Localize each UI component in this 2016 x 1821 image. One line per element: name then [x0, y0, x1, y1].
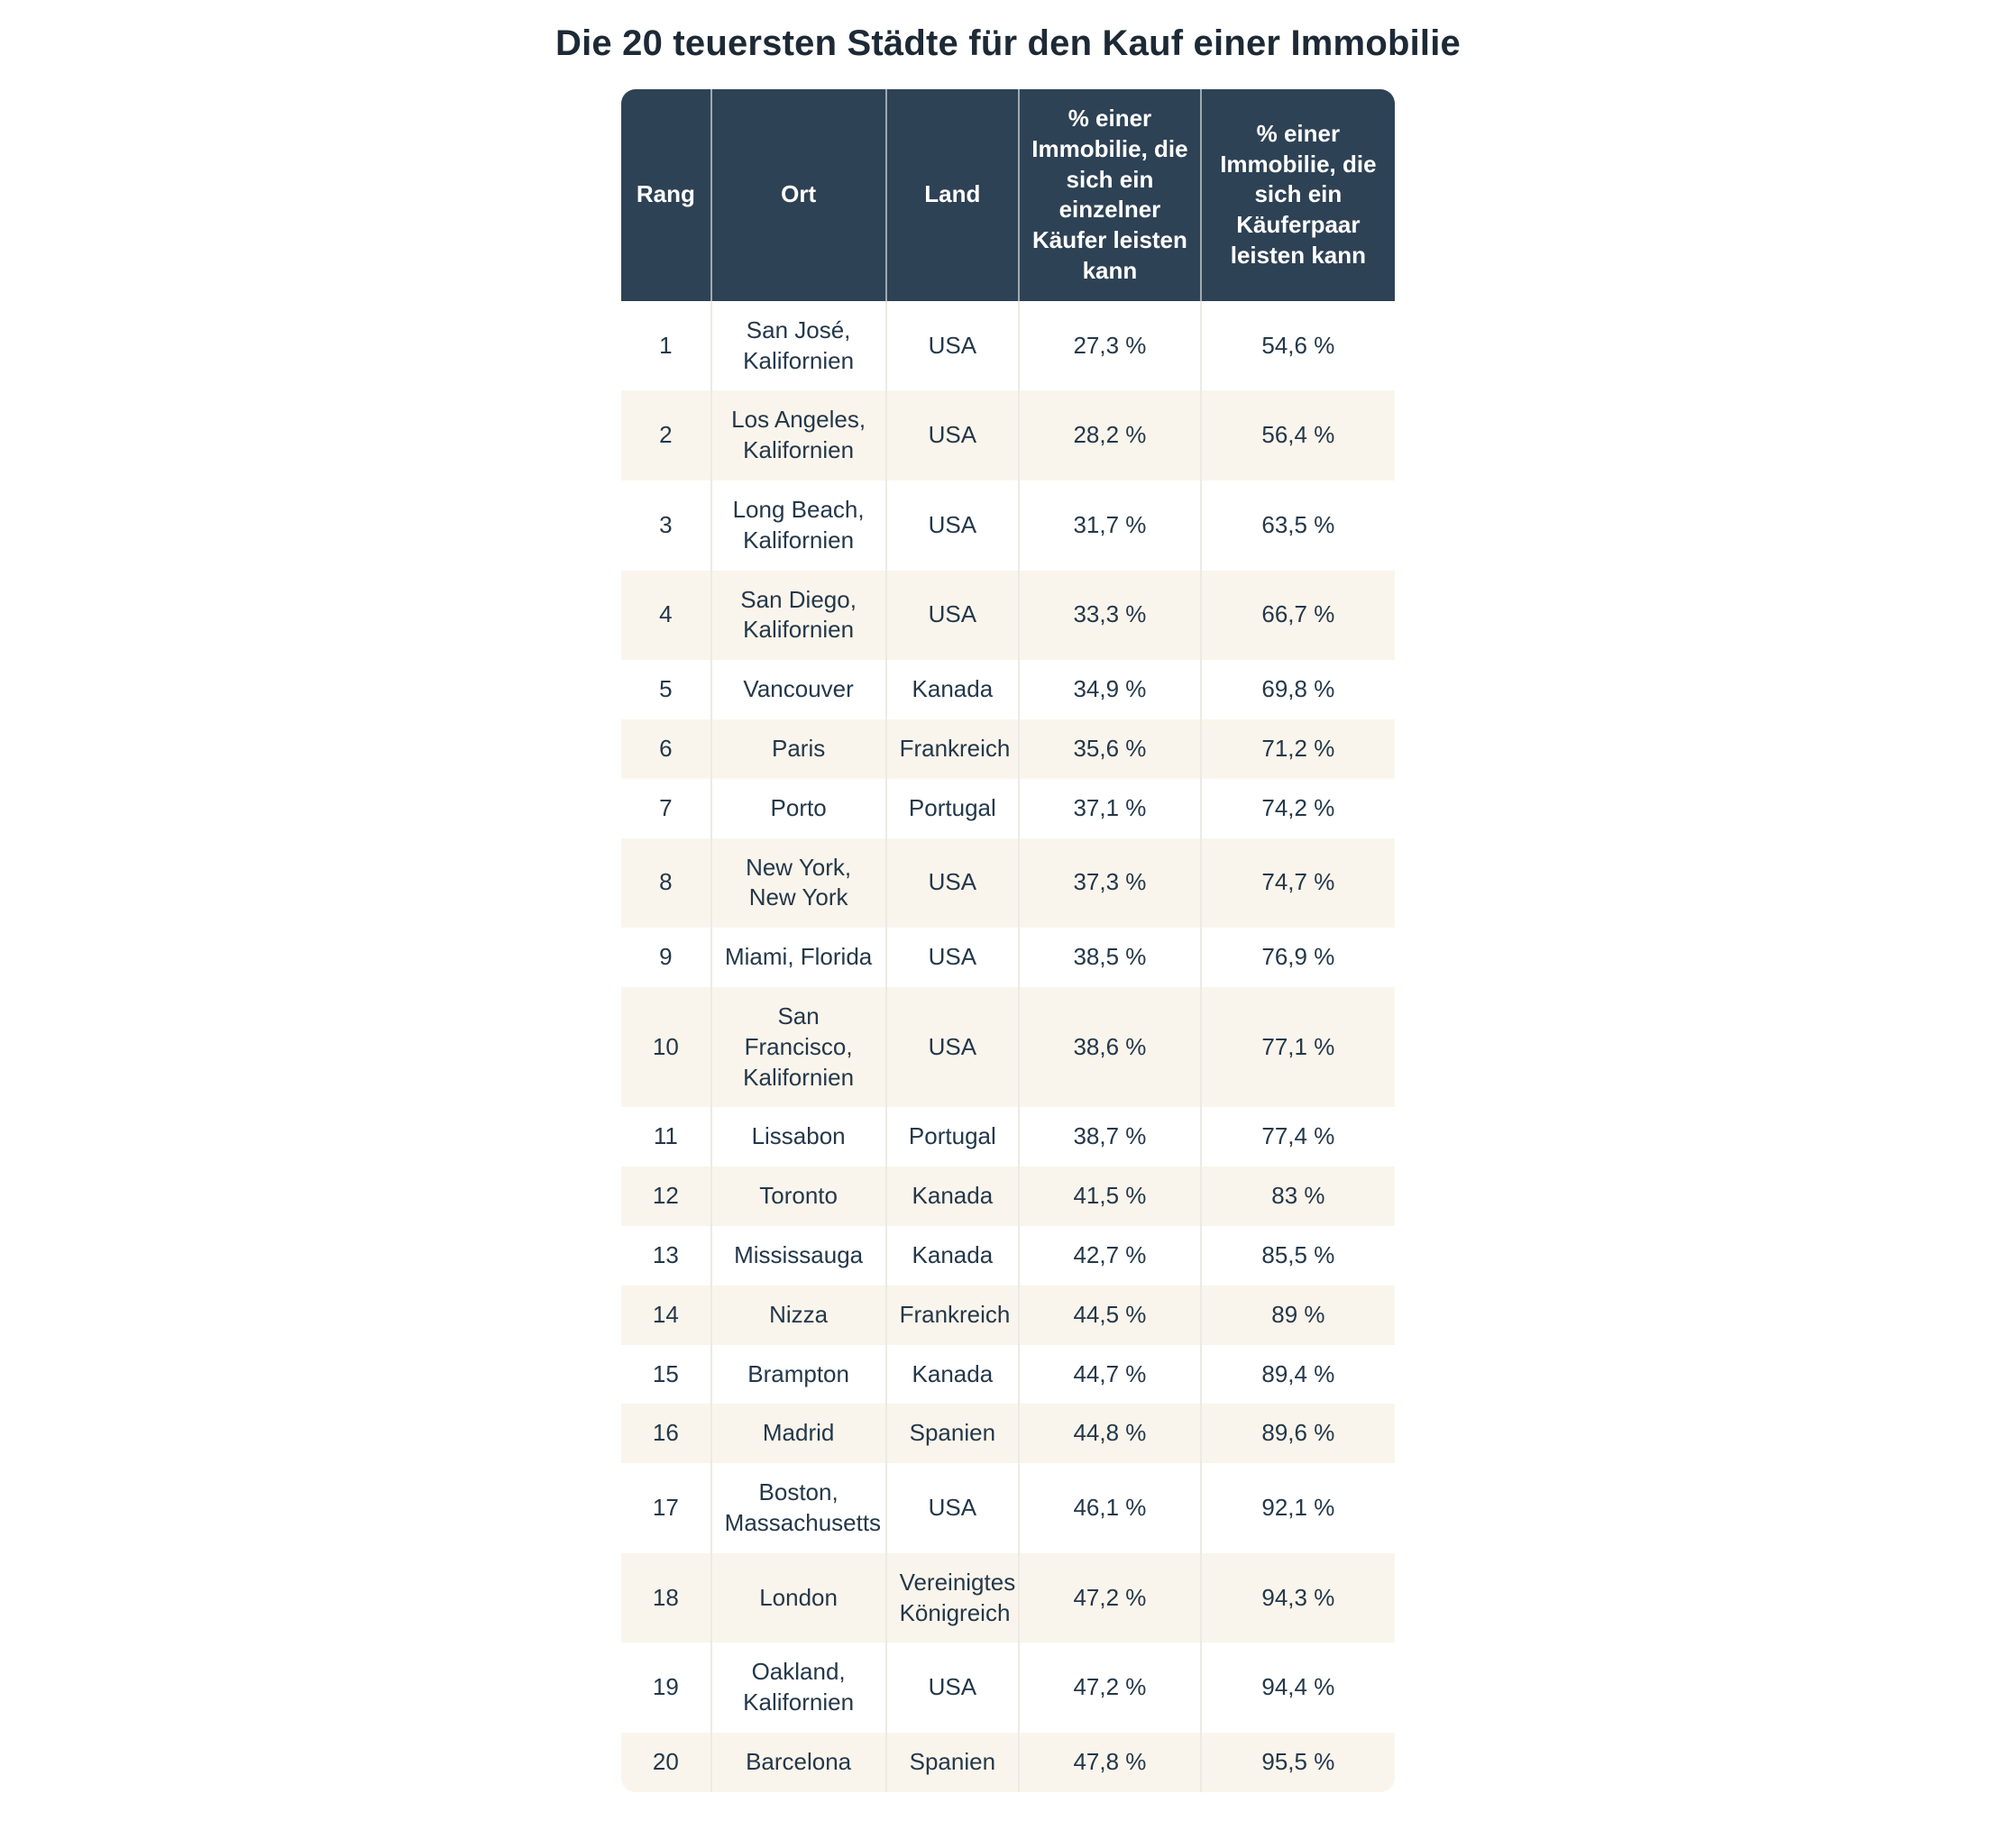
table-row	[621, 571, 1395, 661]
cell-single-buyer-pct: 38,6 %	[1018, 987, 1200, 1107]
table-row	[621, 838, 1395, 929]
cell-city: Vancouver	[710, 660, 885, 719]
table-row	[621, 1553, 1395, 1643]
cell-country: Frankreich	[885, 719, 1019, 779]
cell-single-buyer-pct: 38,7 %	[1018, 1107, 1200, 1167]
cell-rank: 8	[621, 838, 710, 929]
cell-country: Kanada	[885, 1345, 1019, 1405]
table-row	[621, 1286, 1395, 1345]
cell-country: USA	[885, 838, 1019, 929]
cell-single-buyer-pct: 41,5 %	[1018, 1167, 1200, 1226]
cell-country: USA	[885, 928, 1019, 987]
table-body	[621, 301, 1395, 1792]
cell-couple-pct: 63,5 %	[1200, 480, 1395, 571]
header-cell-city: Ort	[710, 89, 885, 301]
cell-rank: 2	[621, 390, 710, 480]
cell-rank: 18	[621, 1553, 710, 1643]
cell-country: Kanada	[885, 1167, 1019, 1226]
cell-couple-pct: 89,6 %	[1200, 1404, 1395, 1463]
cell-couple-pct: 76,9 %	[1200, 928, 1395, 987]
cell-couple-pct: 95,5 %	[1200, 1733, 1395, 1792]
cell-rank: 4	[621, 571, 710, 661]
cell-city: Miami, Florida	[710, 928, 885, 987]
table-row	[621, 719, 1395, 779]
cell-country: USA	[885, 480, 1019, 571]
cell-country: USA	[885, 390, 1019, 480]
cell-rank: 6	[621, 719, 710, 779]
cell-couple-pct: 54,6 %	[1200, 301, 1395, 391]
table-row	[621, 390, 1395, 480]
cell-single-buyer-pct: 46,1 %	[1018, 1463, 1200, 1553]
cell-city: London	[710, 1553, 885, 1643]
cell-country: Kanada	[885, 1226, 1019, 1286]
cell-city: Paris	[710, 719, 885, 779]
table-row	[621, 1167, 1395, 1226]
cell-couple-pct: 94,4 %	[1200, 1643, 1395, 1733]
header-cell-country: Land	[885, 89, 1019, 301]
cell-couple-pct: 89 %	[1200, 1286, 1395, 1345]
page-title: Die 20 teuersten Städte für den Kauf einer Immobilie	[555, 23, 1461, 63]
table-row	[621, 1107, 1395, 1167]
cell-city: San José, Kalifornien	[710, 301, 885, 391]
cell-single-buyer-pct: 47,2 %	[1018, 1553, 1200, 1643]
table-header-row	[621, 89, 1395, 301]
ranking-table	[621, 89, 1395, 1792]
cell-single-buyer-pct: 47,2 %	[1018, 1643, 1200, 1733]
cell-couple-pct: 85,5 %	[1200, 1226, 1395, 1286]
cell-rank: 15	[621, 1345, 710, 1405]
cell-city: Long Beach, Kalifornien	[710, 480, 885, 571]
cell-rank: 5	[621, 660, 710, 719]
data-table	[621, 89, 1395, 1792]
cell-country: USA	[885, 571, 1019, 661]
cell-couple-pct: 69,8 %	[1200, 660, 1395, 719]
cell-couple-pct: 89,4 %	[1200, 1345, 1395, 1405]
cell-single-buyer-pct: 27,3 %	[1018, 301, 1200, 391]
cell-single-buyer-pct: 42,7 %	[1018, 1226, 1200, 1286]
table-row	[621, 301, 1395, 391]
cell-city: Oakland, Kalifornien	[710, 1643, 885, 1733]
cell-country: Frankreich	[885, 1286, 1019, 1345]
cell-rank: 9	[621, 928, 710, 987]
cell-city: Boston, Massachusetts	[710, 1463, 885, 1553]
cell-single-buyer-pct: 28,2 %	[1018, 390, 1200, 480]
header-cell-single-buyer-pct: % einer Immobilie, die sich ein einzelner Käufer leisten kann	[1018, 89, 1200, 301]
cell-country: USA	[885, 1643, 1019, 1733]
cell-rank: 19	[621, 1643, 710, 1733]
cell-single-buyer-pct: 44,5 %	[1018, 1286, 1200, 1345]
header-cell-couple-pct: % einer Immobilie, die sich ein Käuferpaar leisten kann	[1200, 89, 1395, 301]
cell-couple-pct: 77,4 %	[1200, 1107, 1395, 1167]
cell-single-buyer-pct: 38,5 %	[1018, 928, 1200, 987]
cell-couple-pct: 74,7 %	[1200, 838, 1395, 929]
cell-city: Los Angeles, Kalifornien	[710, 390, 885, 480]
cell-single-buyer-pct: 34,9 %	[1018, 660, 1200, 719]
cell-city: Mississauga	[710, 1226, 885, 1286]
cell-rank: 1	[621, 301, 710, 391]
table-row	[621, 928, 1395, 987]
cell-city: Porto	[710, 779, 885, 838]
cell-city: San Diego, Kalifornien	[710, 571, 885, 661]
cell-city: Brampton	[710, 1345, 885, 1405]
table-row	[621, 1463, 1395, 1553]
cell-country: USA	[885, 1463, 1019, 1553]
cell-single-buyer-pct: 44,7 %	[1018, 1345, 1200, 1405]
cell-single-buyer-pct: 44,8 %	[1018, 1404, 1200, 1463]
cell-couple-pct: 71,2 %	[1200, 719, 1395, 779]
cell-single-buyer-pct: 33,3 %	[1018, 571, 1200, 661]
table-row	[621, 480, 1395, 571]
cell-rank: 20	[621, 1733, 710, 1792]
table-row	[621, 660, 1395, 719]
cell-rank: 16	[621, 1404, 710, 1463]
cell-city: Barcelona	[710, 1733, 885, 1792]
cell-couple-pct: 66,7 %	[1200, 571, 1395, 661]
cell-city: Lissabon	[710, 1107, 885, 1167]
cell-rank: 13	[621, 1226, 710, 1286]
cell-rank: 3	[621, 480, 710, 571]
cell-rank: 11	[621, 1107, 710, 1167]
cell-couple-pct: 92,1 %	[1200, 1463, 1395, 1553]
cell-rank: 17	[621, 1463, 710, 1553]
cell-country: Vereinigtes Königreich	[885, 1553, 1019, 1643]
cell-city: Nizza	[710, 1286, 885, 1345]
table-row	[621, 1345, 1395, 1405]
cell-city: Toronto	[710, 1167, 885, 1226]
cell-single-buyer-pct: 47,8 %	[1018, 1733, 1200, 1792]
cell-single-buyer-pct: 37,1 %	[1018, 779, 1200, 838]
cell-rank: 14	[621, 1286, 710, 1345]
cell-single-buyer-pct: 31,7 %	[1018, 480, 1200, 571]
cell-rank: 10	[621, 987, 710, 1107]
table-row	[621, 987, 1395, 1107]
table-row	[621, 779, 1395, 838]
cell-country: USA	[885, 301, 1019, 391]
cell-couple-pct: 94,3 %	[1200, 1553, 1395, 1643]
cell-couple-pct: 56,4 %	[1200, 390, 1395, 480]
table-row	[621, 1226, 1395, 1286]
cell-country: Spanien	[885, 1733, 1019, 1792]
cell-single-buyer-pct: 35,6 %	[1018, 719, 1200, 779]
cell-rank: 12	[621, 1167, 710, 1226]
cell-rank: 7	[621, 779, 710, 838]
cell-couple-pct: 83 %	[1200, 1167, 1395, 1226]
cell-country: Portugal	[885, 1107, 1019, 1167]
cell-city: Madrid	[710, 1404, 885, 1463]
infographic-page	[0, 23, 2016, 1821]
cell-couple-pct: 74,2 %	[1200, 779, 1395, 838]
cell-country: Portugal	[885, 779, 1019, 838]
table-row	[621, 1404, 1395, 1463]
cell-city: San Francisco, Kalifornien	[710, 987, 885, 1107]
cell-couple-pct: 77,1 %	[1200, 987, 1395, 1107]
cell-country: USA	[885, 987, 1019, 1107]
header-cell-rank: Rang	[621, 89, 710, 301]
table-row	[621, 1733, 1395, 1792]
cell-country: Kanada	[885, 660, 1019, 719]
cell-city: New York, New York	[710, 838, 885, 929]
table-row	[621, 1643, 1395, 1733]
cell-country: Spanien	[885, 1404, 1019, 1463]
cell-single-buyer-pct: 37,3 %	[1018, 838, 1200, 929]
